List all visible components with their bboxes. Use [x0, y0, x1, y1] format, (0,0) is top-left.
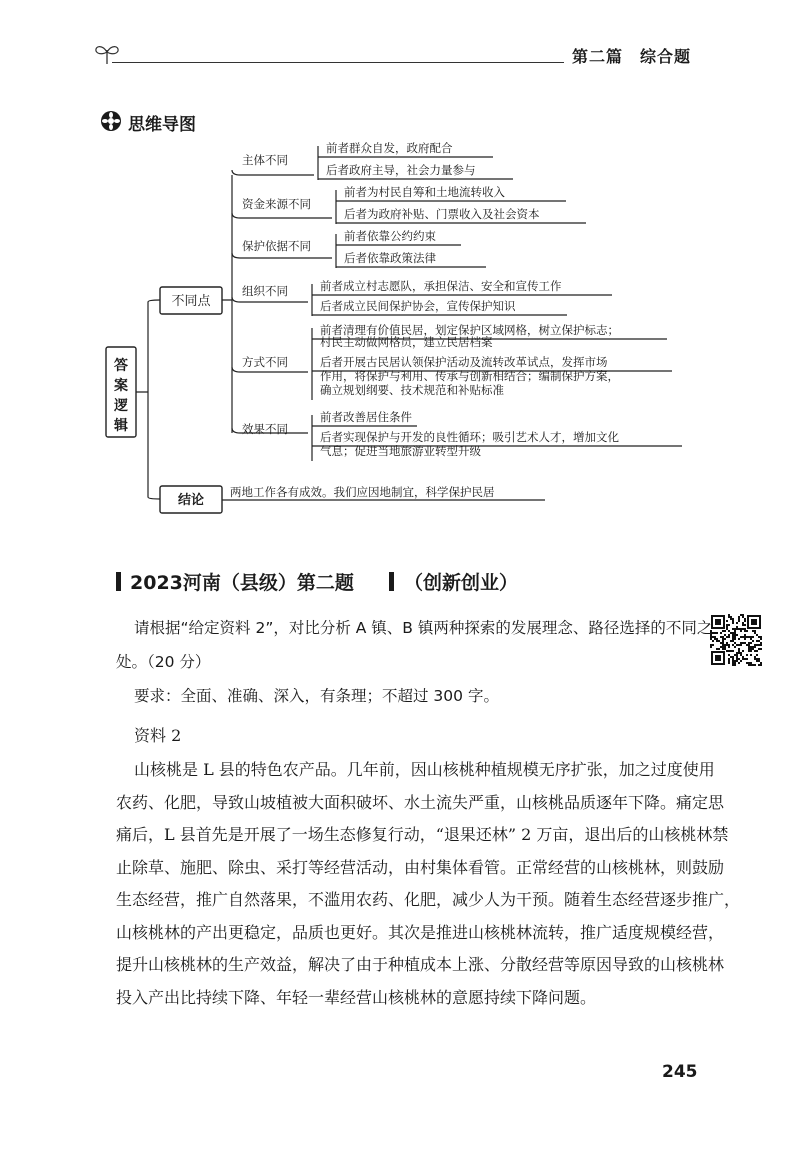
- category-item: 气息；促进当地旅游业转型升级: [320, 444, 481, 458]
- requirement: 要求：全面、准确、深入，有条理；不超过 300 字。: [134, 687, 499, 705]
- page-number: 245: [662, 1062, 698, 1082]
- material-line: 投入产出比持续下降、年轻一辈经营山核桃林的意愿持续下降问题。: [116, 987, 597, 1007]
- item-bracket: [302, 284, 312, 316]
- section-title: 第二篇 综合题: [572, 47, 692, 66]
- category-item: 后者实现保护与开发的良性循环；吸引艺术人才，增加文化: [320, 430, 619, 444]
- question-prompt-2: 处。（20 分）: [116, 653, 211, 671]
- question-prompt-1: 请根据“给定资料 2”，对比分析 A 镇、B 镇两种探索的发展理念、路径选择的不同之: [134, 619, 713, 637]
- category-item: 后者为政府补贴、门票收入及社会资本: [344, 207, 540, 221]
- material-line: 生态经营，推广自然落果，不滥用农药、化肥，减少人为干预。随着生态经营逐步推广，: [116, 890, 741, 909]
- category-item: 前者群众自发，政府配合: [326, 141, 453, 155]
- branch-label-2: 结论: [177, 493, 205, 508]
- category-item: 确立规划纲要、技术规范和补贴标准: [320, 383, 504, 397]
- question-category: （创新创业）: [404, 572, 519, 594]
- question-title: 2023河南（县级）第二题: [130, 572, 354, 594]
- root-char-1: 答: [114, 358, 128, 374]
- title-bar-right: [389, 572, 394, 591]
- category-item: 后者成立民间保护协会，宣传保护知识: [320, 299, 516, 313]
- material-line: 山核桃是 L 县的特色农产品。几年前，因山核桃种植规模无序扩张，加之过度使用: [134, 760, 715, 779]
- category-label: 主体不同: [242, 153, 288, 167]
- root-char-2: 案: [114, 378, 128, 394]
- category-connector: [232, 213, 302, 218]
- category-connector: [232, 253, 302, 258]
- category-label: 方式不同: [242, 355, 288, 369]
- root-char-3: 逻: [114, 398, 128, 414]
- category-label: 资金来源不同: [242, 197, 311, 211]
- category-item: 前者依靠公约约束: [344, 229, 436, 243]
- category-spine: [222, 175, 232, 433]
- mindmap-heading: 思维导图: [128, 115, 196, 135]
- category-item: 前者改善居住条件: [320, 410, 412, 424]
- category-item: 前者清理有价值民居，划定保护区域网格，树立保护标志；: [320, 323, 619, 337]
- material-title: 资料 2: [134, 726, 182, 745]
- item-bracket: [302, 328, 312, 400]
- category-item: 后者政府主导，社会力量参与: [326, 163, 476, 177]
- category-item: 前者成立村志愿队，承担保洁、安全和宣传工作: [320, 279, 562, 293]
- root-connector: [136, 300, 160, 499]
- category-label: 效果不同: [242, 422, 288, 436]
- category-item: 前者为村民自筹和土地流转收入: [344, 185, 505, 199]
- material-line: 山核桃林的产出更稳定，品质也更好。其次是推进山核桃林流转，推广适度规模经营，: [116, 922, 725, 942]
- material-line: 痛后，L 县首先是开展了一场生态修复行动，“退果还林” 2 万亩，退出后的山核桃林禁: [116, 825, 729, 844]
- category-item: 作用，将保护与利用、传承与创新相结合；编制保护方案，: [320, 369, 619, 383]
- material-line: 农药、化肥，导致山坡植被大面积破坏、水土流失严重，山核桃品质逐年下降。痛定思: [116, 792, 725, 812]
- category-label: 组织不同: [242, 284, 288, 298]
- mind-map: [0, 0, 800, 540]
- root-char-4: 辑: [114, 418, 128, 434]
- category-item: 后者依靠政策法律: [344, 251, 436, 265]
- category-item: 村民主动做网格员，建立民居档案: [320, 335, 493, 349]
- item-bracket: [302, 415, 312, 461]
- category-connector: [232, 170, 302, 175]
- branch-label-1: 不同点: [171, 294, 211, 309]
- title-bar-left: [116, 572, 121, 591]
- material-body: [116, 754, 740, 1014]
- category-item: 后者开展古民居认领保护活动及流转改革试点，发挥市场: [320, 355, 608, 369]
- material-line: 止除草、施肥、除虫、采打等经营活动，由村集体看管。正常经营的山核桃林，则鼓励: [116, 857, 725, 877]
- item-bracket: [302, 146, 318, 180]
- category-label: 保护依据不同: [242, 239, 311, 253]
- material-line: 提升山核桃林的生产效益，解决了由于种植成本上涨、分散经营等原因导致的山核桃林: [116, 955, 725, 974]
- conclusion-text: 两地工作各有成效。我们应因地制宜，科学保护民居: [230, 485, 495, 499]
- qr-code[interactable]: [710, 614, 762, 666]
